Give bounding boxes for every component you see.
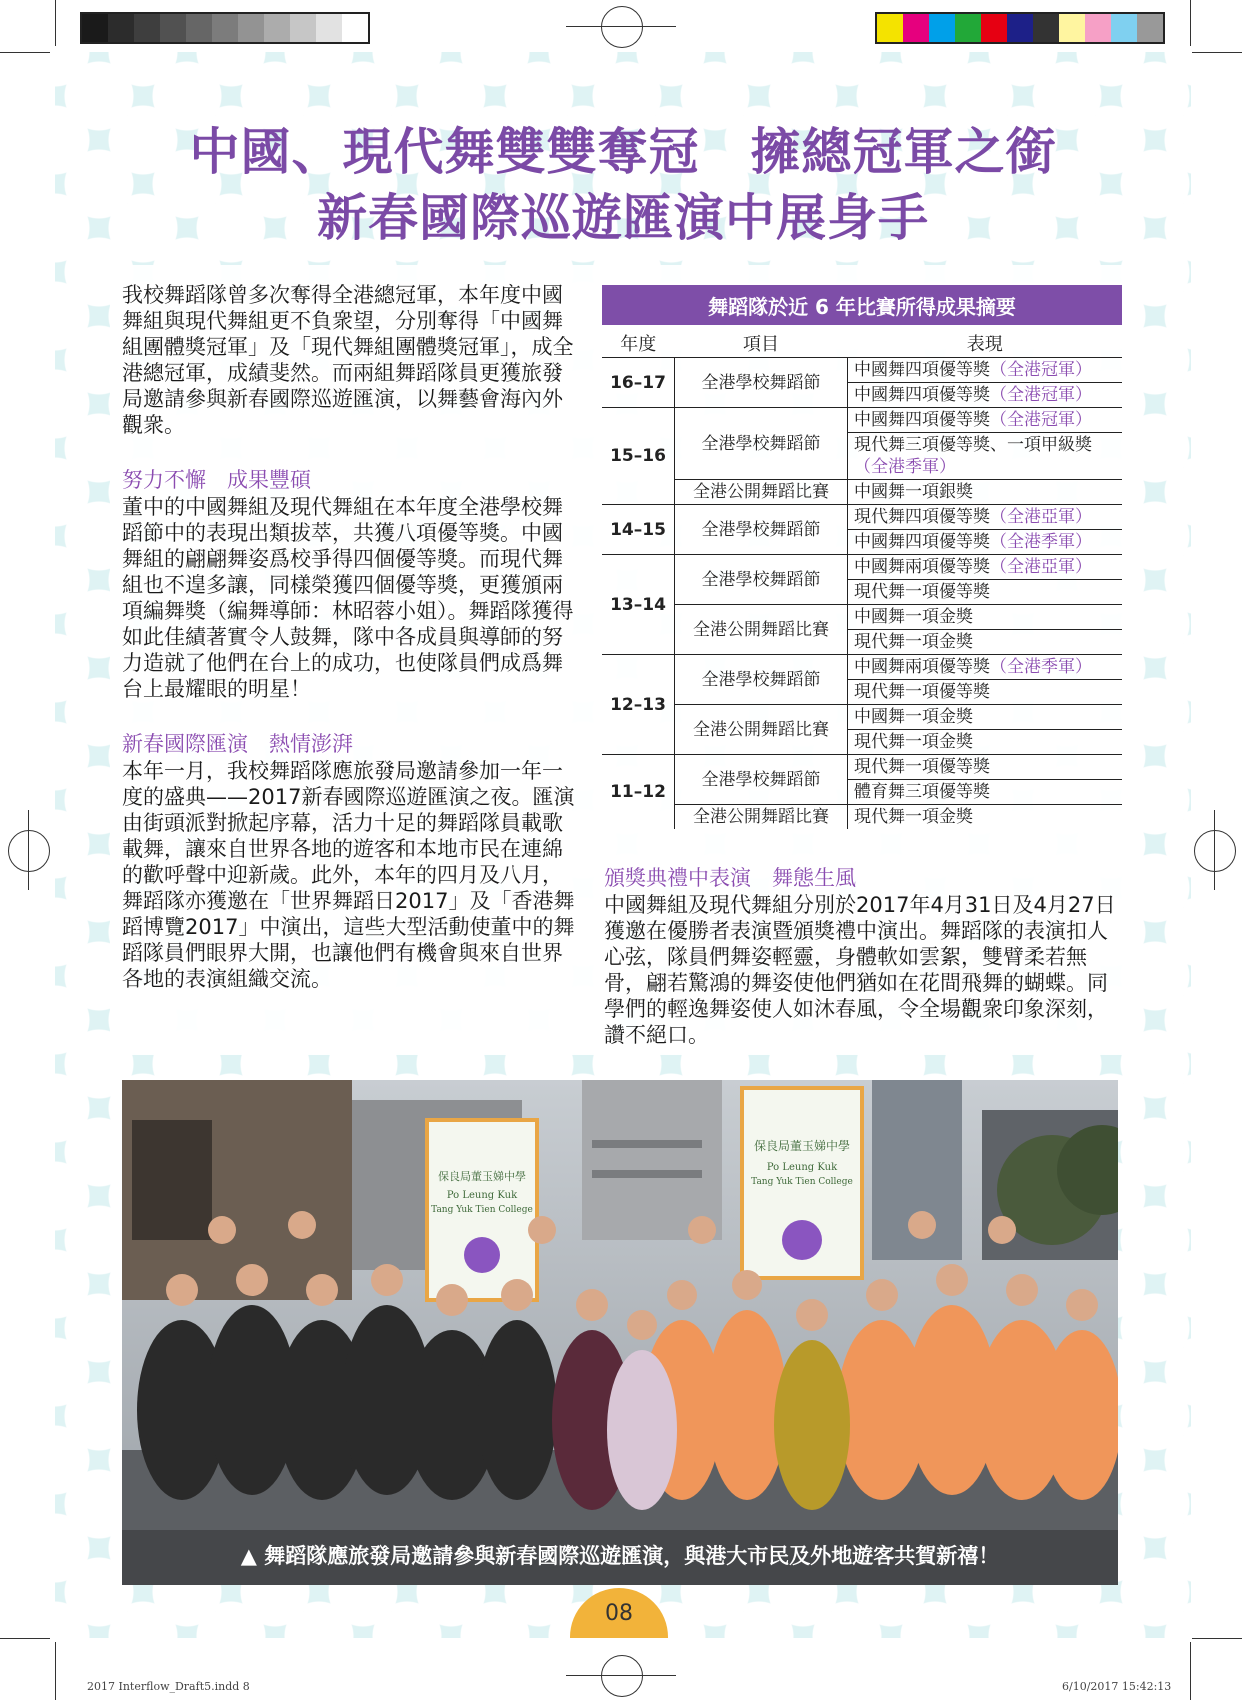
registration-mark [601,6,643,48]
table-row [602,480,1122,505]
crop-mark [1192,52,1242,53]
item-cell: 全港學校舞蹈節 [675,408,848,480]
result-cell: 現代舞一項金獎 [848,630,1123,655]
crop-mark [55,1642,56,1700]
crop-mark [0,1638,50,1639]
registration-mark [8,830,50,872]
item-cell: 全港學校舞蹈節 [675,555,848,605]
table-title: 舞蹈隊於近 6 年比賽所得成果摘要 [602,285,1122,325]
group-photo [122,1080,1118,1585]
crop-mark [1190,1642,1191,1700]
table-header-row [602,329,1122,358]
result-cell: 中國舞四項優等獎（全港冠軍） [848,408,1123,433]
slug-filename: 2017 Interflow_Draft5.indd 8 [87,1680,250,1693]
section-heading-parade: 新春國際匯演 熱情澎湃 [122,732,353,756]
result-cell: 中國舞四項優等獎（全港季軍） [848,530,1123,555]
column-header-item: 項目 [675,329,848,358]
result-cell: 現代舞一項金獎 [848,730,1123,755]
crop-mark [1192,1638,1242,1639]
banner-school-en: Po Leung Kuk [766,1162,838,1173]
result-cell: 現代舞四項優等獎（全港亞軍） [848,505,1123,530]
registration-mark [566,26,676,27]
registration-mark [28,810,29,890]
year-cell: 16–17 [602,358,675,408]
registration-mark [566,1675,676,1676]
result-cell: 中國舞四項優等獎（全港冠軍） [848,358,1123,383]
table-row [602,705,1122,730]
year-cell: 11–12 [602,755,675,830]
page-title-line2: 新春國際巡遊匯演中展身手 [317,189,929,247]
item-cell: 全港公開舞蹈比賽 [675,480,848,505]
year-cell: 13–14 [602,555,675,655]
ceremony-paragraph: 中國舞組及現代舞組分別於2017年4月31日及4月27日獲邀在優勝者表演暨頒獎禮中演出。舞蹈隊的表演扣人心弦，隊員們舞姿輕靈，身體軟如雲絮，雙臂柔若無骨，翩若驚鴻的舞姿使他們猶如在花間飛舞的蝴蝶。同學們的輕逸舞姿使人如沐春風，令全場觀衆印象深刻，讚不絕口。 [604,893,1116,1047]
registration-mark [1194,830,1236,872]
effort-paragraph: 董中的中國舞組及現代舞組在本年度全港學校舞蹈節中的表現出類拔萃，共獲八項優等獎。中國舞組的翩翩舞姿爲校爭得四個優等獎。而現代舞組也不遑多讓，同樣榮獲四個優等獎，更獲頒兩項編舞獎（編舞導師：林昭蓉小姐）。舞蹈隊獲得如此佳績著實令人鼓舞，隊中各成員與導師的努力造就了他們在台上的成功，也使隊員們成爲舞台上最耀眼的明星！ [122,495,574,701]
banner-school-en: Tang Yuk Tien College [431,1205,533,1215]
photo-caption: ▲ 舞蹈隊應旅發局邀請參與新春國際巡遊匯演，與港大市民及外地遊客共賀新禧！ [240,1544,1000,1568]
intro-paragraph: 我校舞蹈隊曾多次奪得全港總冠軍，本年度中國舞組與現代舞組更不負衆望，分別奪得「中國舞組團體獎冠軍」及「現代舞組團體獎冠軍」，成全港總冠軍，成績斐然。而兩組舞蹈隊員更獲旅發局邀請參與新春國際巡遊匯演，以舞藝會海內外觀衆。 [122,283,574,437]
results-table [602,329,1122,829]
item-cell: 全港公開舞蹈比賽 [675,805,848,830]
banner-school-en: Po Leung Kuk [446,1190,518,1201]
result-cell: 現代舞三項優等獎、一項甲級獎 （全港季軍） [848,433,1123,480]
crop-mark [0,52,50,53]
result-cell: 體育舞三項優等獎 [848,780,1123,805]
result-cell: 中國舞兩項優等獎（全港季軍） [848,655,1123,680]
year-cell: 12–13 [602,655,675,755]
page-title-line1: 中國、現代舞雙雙奪冠 擁總冠軍之銜 [189,123,1057,181]
section-heading-effort: 努力不懈 成果豐碩 [122,468,311,492]
table-row [602,605,1122,630]
table-row [602,358,1122,383]
result-cell: 中國舞一項金獎 [848,705,1123,730]
result-cell: 中國舞四項優等獎（全港冠軍） [848,383,1123,408]
banner-school-name: 保良局董玉娣中學 [438,1170,526,1183]
result-cell: 現代舞一項優等獎 [848,680,1123,705]
result-cell: 現代舞一項優等獎 [848,580,1123,605]
result-cell: 中國舞一項金獎 [848,605,1123,630]
banner-school-name: 保良局董玉娣中學 [753,1139,851,1153]
column-header-year: 年度 [602,329,675,358]
table-row [602,655,1122,680]
crop-mark [1190,0,1191,46]
color-bar [875,12,1165,44]
section-heading-ceremony: 頒獎典禮中表演 舞態生風 [604,866,856,890]
item-cell: 全港學校舞蹈節 [675,655,848,705]
item-cell: 全港學校舞蹈節 [675,358,848,408]
table-row [602,505,1122,530]
year-cell: 14–15 [602,505,675,555]
column-header-result: 表現 [848,329,1123,358]
photo-illustration [122,1080,1118,1585]
banner-school-en: Tang Yuk Tien College [751,1177,853,1187]
result-cell: 中國舞兩項優等獎（全港亞軍） [848,555,1123,580]
right-column-text [604,862,1122,1048]
grayscale-bar [80,12,370,44]
page-number: 08 [570,1588,668,1638]
result-cell: 現代舞一項金獎 [848,805,1123,830]
slug-datetime: 6/10/2017 15:42:13 [1062,1680,1172,1693]
left-column [122,282,577,992]
parade-paragraph: 本年一月，我校舞蹈隊應旅發局邀請參加一年一度的盛典——2017新春國際巡遊匯演之夜。匯演由街頭派對掀起序幕，活力十足的舞蹈隊員載歌載舞，讓來自世界各地的遊客和本地市民在連綿的歡呼聲中迎新歲。此外，本年的四月及八月，舞蹈隊亦獲邀在「世界舞蹈日2017」及「香港舞蹈博覽2017」中演出，這些大型活動使董中的舞蹈隊員們眼界大開，也讓他們有機會與來自世界各地的表演組織交流。 [122,759,575,991]
crop-mark [55,0,56,46]
item-cell: 全港學校舞蹈節 [675,755,848,805]
item-cell: 全港公開舞蹈比賽 [675,605,848,655]
result-cell: 中國舞一項銀獎 [848,480,1123,505]
registration-mark [1214,810,1215,890]
result-cell: 現代舞一項優等獎 [848,755,1123,780]
table-row [602,755,1122,780]
table-row [602,805,1122,830]
registration-mark [601,1655,643,1697]
table-row [602,408,1122,433]
table-row [602,555,1122,580]
item-cell: 全港公開舞蹈比賽 [675,705,848,755]
item-cell: 全港學校舞蹈節 [675,505,848,555]
year-cell: 15–16 [602,408,675,505]
